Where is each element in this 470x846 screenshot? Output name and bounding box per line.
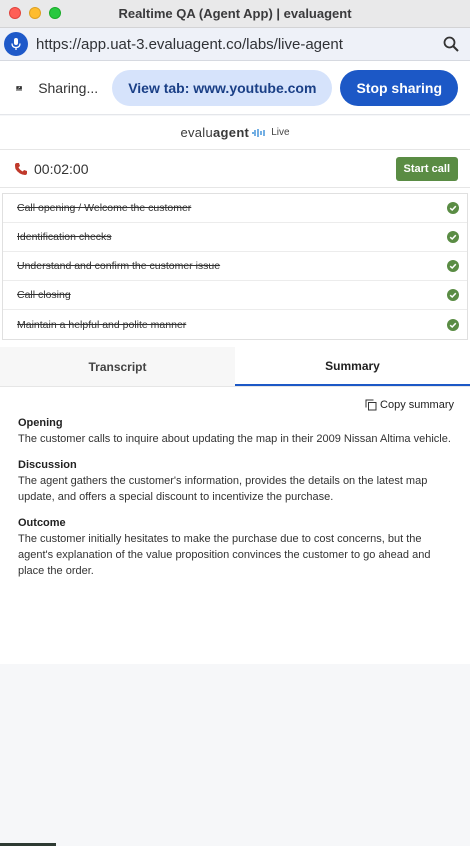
sharing-status: Sharing... — [38, 79, 99, 96]
checklist-item-label: Maintain a helpful and polite manner — [17, 318, 187, 331]
checklist-item-label: Call opening / Welcome the customer — [17, 202, 192, 214]
section-title: Opening — [18, 417, 63, 429]
checklist-item — [3, 281, 467, 310]
checklist-item-label: Understand and confirm the customer issue — [17, 260, 221, 272]
summary-panel — [0, 387, 470, 579]
logo-live-label: Live — [271, 127, 290, 138]
copy-icon — [365, 399, 377, 411]
copy-summary-label: Copy summary — [380, 399, 454, 411]
copy-summary-button[interactable] — [18, 399, 454, 411]
section-title: Outcome — [18, 517, 66, 529]
screen-share-icon — [16, 80, 22, 96]
check-circle-icon — [447, 202, 459, 214]
stop-sharing-button[interactable]: Stop sharing — [340, 70, 458, 106]
checklist-item-label: Call closing — [17, 289, 71, 301]
agent-app — [0, 116, 470, 664]
window-title: Realtime QA (Agent App) | evaluagent — [118, 6, 352, 21]
phone-icon — [14, 162, 28, 176]
checklist-item — [3, 310, 467, 339]
tab-summary[interactable]: Summary — [235, 347, 470, 386]
minimize-window-button[interactable] — [29, 7, 41, 19]
window-titlebar — [0, 0, 470, 28]
logo-prefix: evalu — [180, 125, 214, 140]
zoom-window-button[interactable] — [49, 7, 61, 19]
logo-bold: agent — [213, 125, 250, 140]
qa-checklist — [2, 193, 468, 340]
window-controls — [9, 7, 61, 19]
check-circle-icon — [447, 319, 459, 331]
zoom-icon[interactable] — [442, 35, 460, 53]
section-title: Discussion — [18, 459, 77, 471]
call-timer: 00:02:00 — [34, 160, 89, 177]
tab-bar — [0, 347, 470, 387]
checklist-item — [3, 194, 467, 223]
url-bar — [0, 28, 470, 61]
section-body: The customer initially hesitates to make the purchase due to cost concerns, but the agent's explanation of the value proposition convinces the customer to go ahead and place the order. — [18, 533, 431, 577]
evaluagent-logo — [0, 116, 470, 150]
section-body: The customer calls to inquire about updating the map in their 2009 Nissan Altima vehicle. — [18, 433, 451, 445]
summary-section-opening — [18, 417, 452, 447]
start-call-button[interactable]: Start call — [396, 157, 458, 181]
check-circle-icon — [447, 231, 459, 243]
screen-sharing-bar — [0, 61, 470, 115]
section-body: The agent gathers the customer's information, provides the details on the latest map update, and offers a special discount to incentivize the purchase. — [18, 475, 428, 503]
microphone-icon[interactable] — [4, 32, 28, 56]
view-tab-button[interactable]: View tab: www.youtube.com — [112, 70, 332, 106]
tab-transcript[interactable]: Transcript — [0, 347, 235, 386]
summary-section-discussion — [18, 459, 452, 505]
url-text[interactable]: https://app.uat-3.evaluagent.co/labs/live-agent — [36, 35, 343, 53]
checklist-item — [3, 252, 467, 281]
check-circle-icon — [447, 260, 459, 272]
checklist-item-label: Identification checks — [17, 231, 112, 243]
close-window-button[interactable] — [9, 7, 21, 19]
call-bar — [0, 150, 470, 188]
soundwave-icon — [251, 128, 267, 138]
checklist-item — [3, 223, 467, 252]
check-circle-icon — [447, 289, 459, 301]
summary-section-outcome — [18, 517, 452, 579]
